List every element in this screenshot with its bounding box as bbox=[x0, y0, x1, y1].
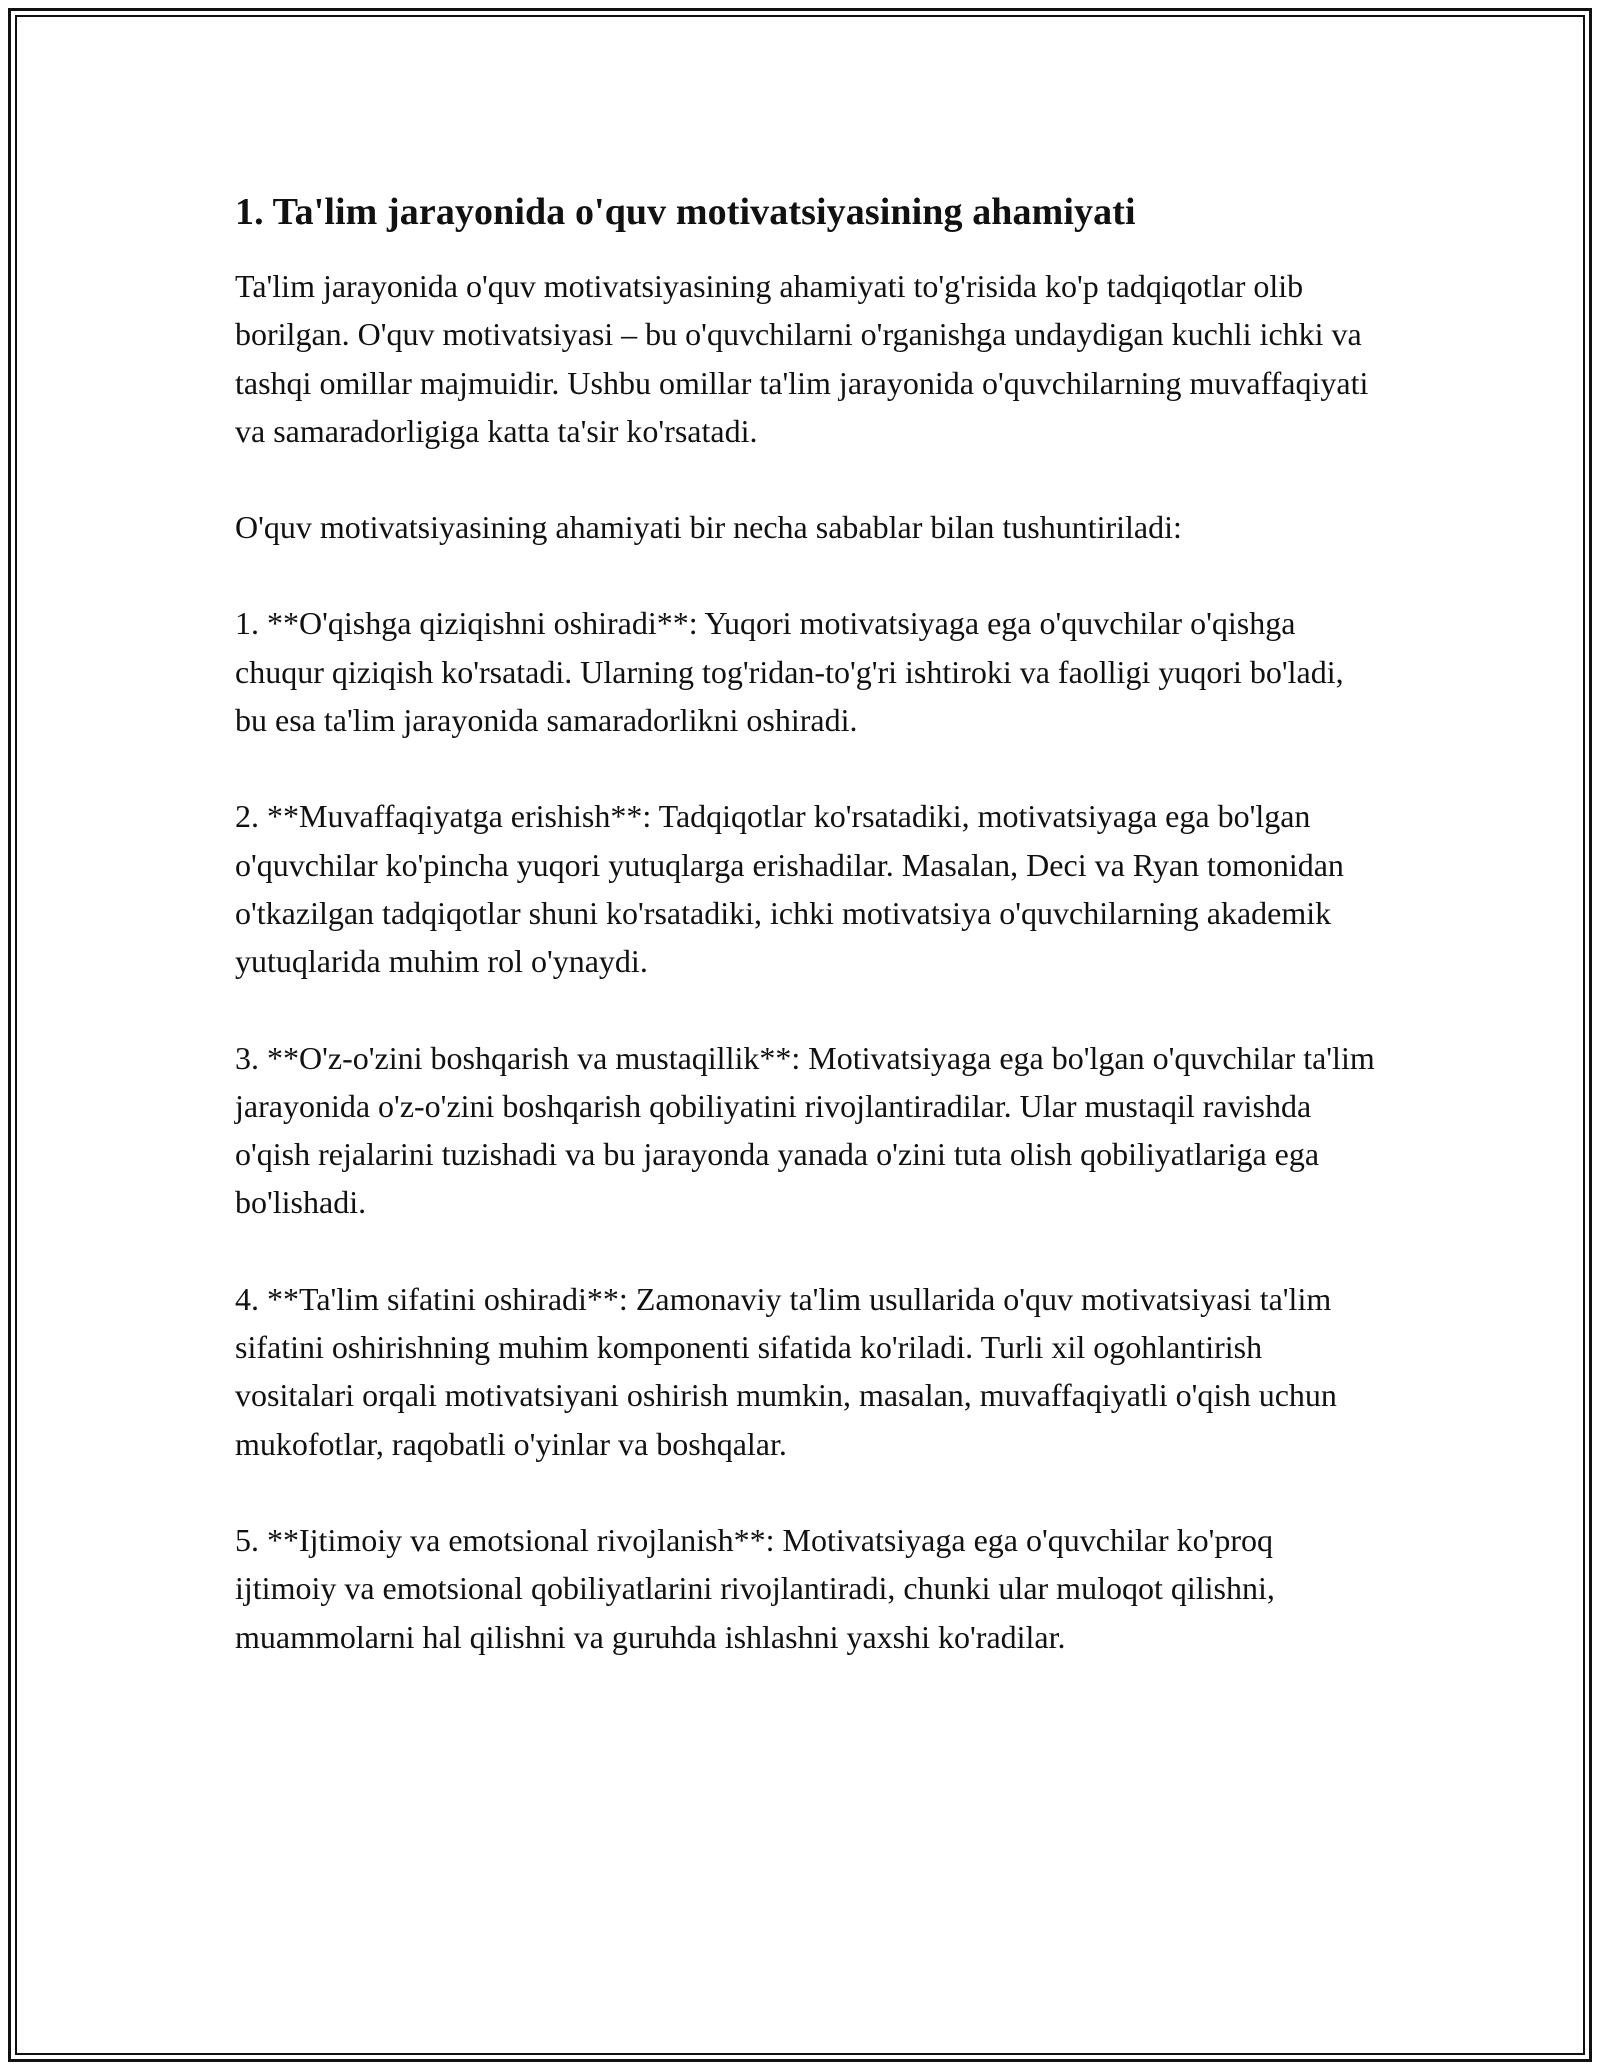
reason-3-paragraph: 3. **O'z-o'zini boshqarish va mustaqillik**: Motivatsiyaga ega bo'lgan o'quvchilar ta'lim jarayonida o'z-o'zini boshqarish qobiliyatini rivojlantiradilar. Ular mustaqil ravishda o'qish rejalarini tuzishadi va bu jarayonda yanada o'zini tuta olish qobiliyatlariga ega bo'lishadi. bbox=[235, 1039, 1375, 1221]
intro-paragraph: Ta'lim jarayonida o'quv motivatsiyasining ahamiyati to'g'risida ko'p tadqiqotlar olib borilgan. O'quv motivatsiyasi – bu o'quvchilarni o'rganishga undaydigan kuchli ichki va tashqi omillar majmuidir. Ushbu omillar ta'lim jarayonida o'quvchilarning muvaffaqiyati va samaradorligiga katta ta'sir ko'rsatadi. bbox=[235, 268, 1369, 449]
reason-1-paragraph: 1. **O'qishga qiziqishni oshiradi**: Yuqori motivatsiyaga ega o'quvchilar o'qishga chuqur qiziqish ko'rsatadi. Ularning tog'ridan-to'g'ri ishtiroki va faolligi yuqori bo'ladi, bu esa ta'lim jarayonida samaradorlikni oshiradi. bbox=[235, 605, 1344, 739]
reason-2-paragraph: 2. **Muvaffaqiyatga erishish**: Tadqiqotlar ko'rsatadiki, motivatsiyaga ega bo'lgan o'quvchilar ko'pincha yuqori yutuqlarga erishadilar. Masalan, Deci va Ryan tomonidan o'tkazilgan tadqiqotlar shuni ko'rsatadiki, ichki motivatsiya o'quvchilarning akademik yutuqlarida muhim rol o'ynaydi. bbox=[235, 798, 1344, 980]
reason-4-paragraph: 4. **Ta'lim sifatini oshiradi**: Zamonaviy ta'lim usullarida o'quv motivatsiyasi ta'lim sifatini oshirishning muhim komponenti sifatida ko'riladi. Turli xil ogohlantirish vositalari orqali motivatsiyani oshirish mumkin, masalan, muvaffaqiyatli o'qish uchun mukofotlar, raqobatli o'yinlar va boshqalar. bbox=[235, 1280, 1337, 1462]
reasons-lead-paragraph: O'quv motivatsiyasining ahamiyati bir necha sabablar bilan tushuntiriladi: bbox=[235, 509, 1182, 546]
reason-5-paragraph: 5. **Ijtimoiy va emotsional rivojlanish**: Motivatsiyaga ega o'quvchilar ko'proq ijtimoiy va emotsional qobiliyatlarini rivojlantiradi, chunki ular muloqot qilishni, muammolarni hal qilishni va guruhda ishlashni yaxshi ko'radilar. bbox=[235, 1521, 1275, 1655]
document-body bbox=[235, 188, 1375, 1661]
document-title: 1. Ta'lim jarayonida o'quv motivatsiyasining ahamiyati bbox=[235, 191, 1136, 233]
